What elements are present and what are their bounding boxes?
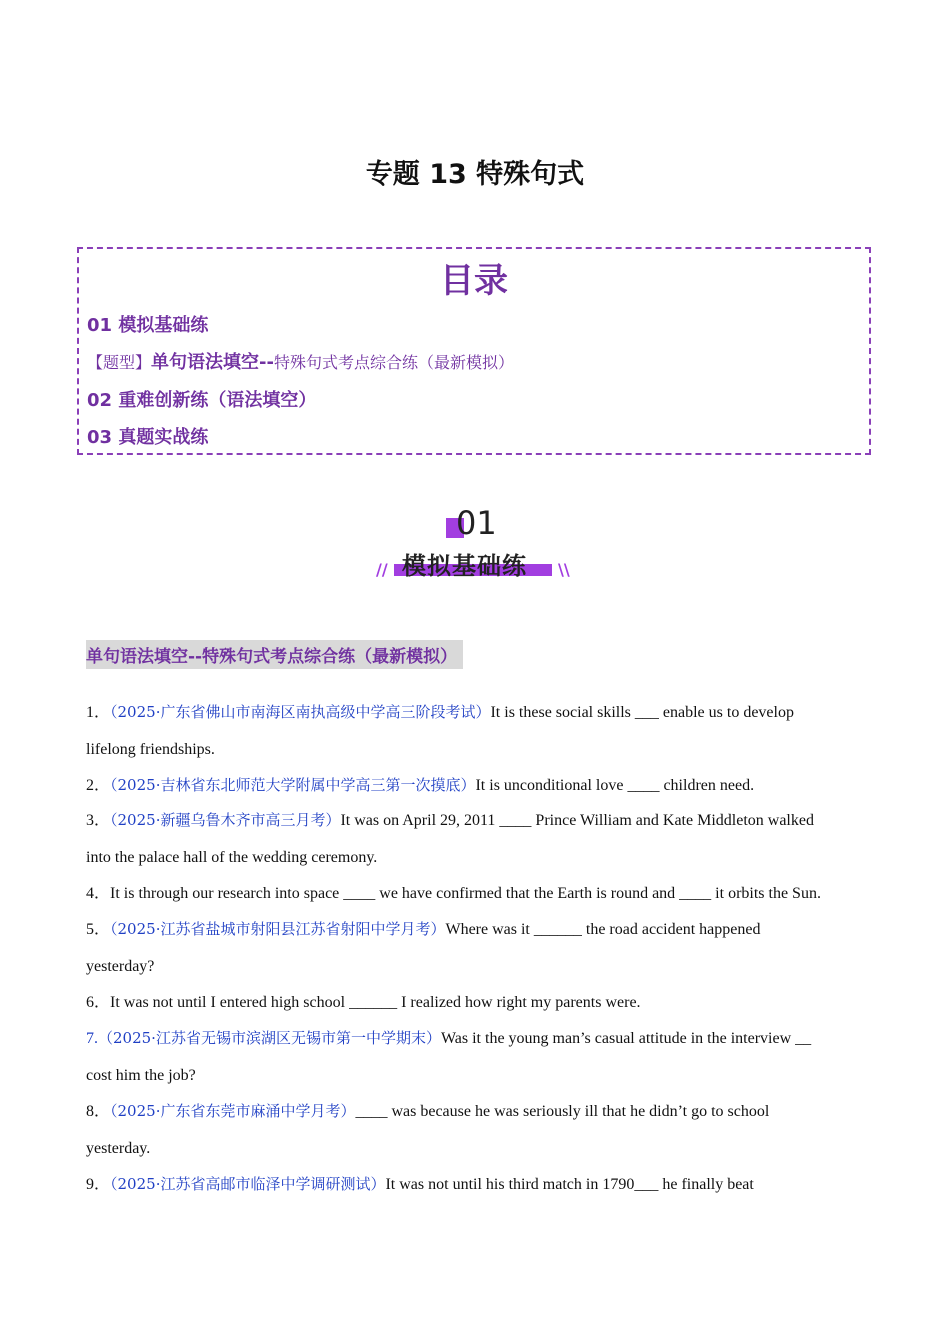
- subheading: 单句语法填空--特殊句式考点综合练（最新模拟）: [86, 640, 463, 669]
- question-continuation: yesterday?: [86, 958, 155, 975]
- question-continuation: lifelong friendships.: [86, 741, 215, 758]
- toc-thin: 特殊句式考点综合练（最新模拟）: [273, 353, 514, 372]
- question-source: （2025·吉林省东北师范大学附属中学高三第一次摸底）: [110, 776, 476, 794]
- section-badge: [370, 502, 580, 592]
- question-number: 8．: [86, 1103, 111, 1120]
- question-source: （2025·江苏省高邮市临泽中学调研测试）: [110, 1175, 386, 1193]
- page-title: 专题 13 特殊句式: [365, 159, 585, 190]
- question-number: 2．: [86, 777, 111, 794]
- question-item: [86, 767, 876, 804]
- right-slash-decoration: \\: [558, 560, 570, 579]
- question-continuation: cost him the job?: [86, 1067, 196, 1084]
- question-item: [86, 802, 876, 876]
- question-text: It was on April 29, 2011 ____ Prince William and Kate Middleton walked: [340, 812, 814, 829]
- question-continuation: yesterday.: [86, 1140, 151, 1157]
- question-number: 6．: [86, 994, 111, 1011]
- toc-item-01[interactable]: 01 模拟基础练: [87, 315, 209, 336]
- question-source: （2025·广东省佛山市南海区南执高级中学高三阶段考试）: [110, 703, 491, 721]
- question-source: （2025·广东省东莞市麻涌中学月考）: [110, 1102, 356, 1120]
- table-of-contents: [77, 247, 871, 455]
- question-item: [86, 984, 876, 1021]
- question-text: It was not until his third match in 1790___ he finally beat: [385, 1176, 754, 1193]
- question-text: Was it the young man’s casual attitude in the interview __: [440, 1030, 812, 1047]
- question-source: （2025·江苏省盐城市射阳县江苏省射阳中学月考）: [110, 920, 446, 938]
- question-source: （2025·江苏省无锡市滨湖区无锡市第一中学期末）: [98, 1029, 441, 1047]
- question-text: It is these social skills ___ enable us to develop: [490, 704, 794, 721]
- question-number: 4．: [86, 885, 111, 902]
- question-text: ____ was because he was seriously ill that he didn’t go to school: [355, 1103, 770, 1120]
- question-item: [86, 911, 876, 985]
- question-text: It is through our research into space ____ we have confirmed that the Earth is round and ____ it orbits the Sun.: [110, 885, 821, 902]
- question-number: 3．: [86, 812, 111, 829]
- question-text: It is unconditional love ____ children need.: [475, 777, 755, 794]
- question-item: [86, 694, 876, 768]
- question-continuation: into the palace hall of the wedding ceremony.: [86, 849, 378, 866]
- question-text: It was not until I entered high school ______ I realized how right my parents were.: [110, 994, 641, 1011]
- question-number: 7.: [86, 1030, 98, 1047]
- question-number: 1．: [86, 704, 111, 721]
- question-number: 5．: [86, 921, 111, 938]
- toc-bold: 单句语法填空--: [151, 352, 274, 373]
- left-slash-decoration: //: [376, 560, 388, 579]
- toc-item-03[interactable]: 03 真题实战练: [87, 427, 209, 448]
- question-text: Where was it ______ the road accident happened: [445, 921, 761, 938]
- toc-item-question-type[interactable]: [87, 348, 514, 374]
- toc-item-02[interactable]: 02 重难创新练（语法填空）: [87, 390, 317, 411]
- question-item: [86, 875, 876, 912]
- question-number: 9．: [86, 1176, 111, 1193]
- question-source: （2025·新疆乌鲁木齐市高三月考）: [110, 811, 341, 829]
- question-item: [86, 1020, 876, 1094]
- toc-bracket: 【题型】: [87, 353, 152, 372]
- section-number: 01: [456, 504, 497, 542]
- toc-heading: 目录: [440, 261, 508, 301]
- question-item: [86, 1093, 876, 1167]
- question-item: [86, 1166, 876, 1203]
- section-label: 模拟基础练: [402, 552, 527, 580]
